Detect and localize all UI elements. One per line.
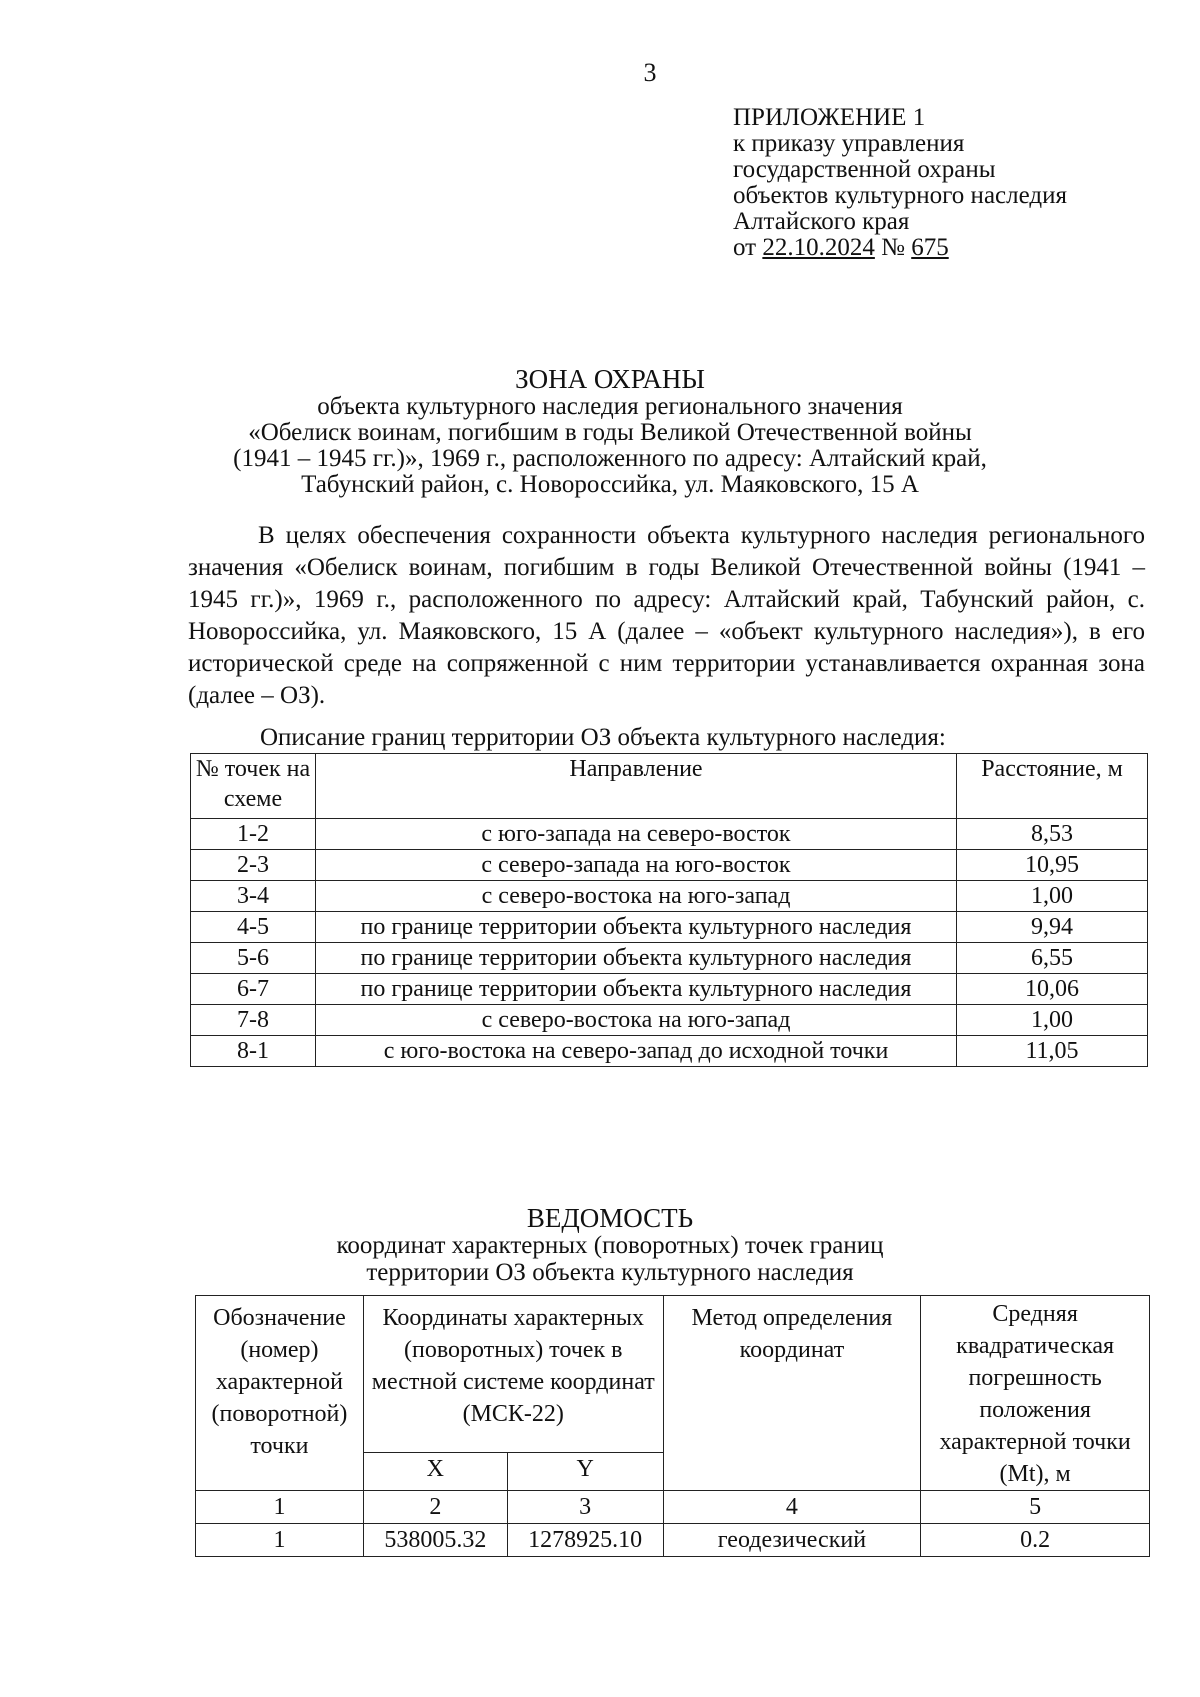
page-number: 3 — [643, 58, 657, 87]
statement-line: координат характерных (поворотных) точек границ — [336, 1232, 884, 1259]
statement-line: территории ОЗ объекта культурного наследия — [366, 1259, 854, 1286]
cell-points: 4-5 — [191, 912, 316, 943]
cell-method: геодезический — [663, 1524, 921, 1557]
cell-point-id: 1 — [196, 1524, 364, 1557]
heading-line: (1941 – 1945 гг.)», 1969 г., расположенного по адресу: Алтайский край, — [233, 445, 987, 472]
header-direction: Направление — [316, 754, 957, 819]
cell-direction: по границе территории объекта культурного наследия — [316, 912, 957, 943]
cell-distance: 11,05 — [957, 1036, 1148, 1067]
column-number: 3 — [507, 1491, 663, 1524]
cell-error: 0.2 — [921, 1524, 1150, 1557]
statement-title: ВЕДОМОСТЬ — [526, 1203, 694, 1233]
table-row — [191, 881, 1148, 912]
cell-points: 7-8 — [191, 1005, 316, 1036]
cell-x: 538005.32 — [363, 1524, 507, 1557]
cell-distance: 1,00 — [957, 1005, 1148, 1036]
heading-line: объекта культурного наследия регионального значения — [317, 393, 903, 420]
body-paragraph: В целях обеспечения сохранности объекта культурного наследия регионального значения «Обелиск воинам, погибшим в годы Великой Отечественной войны (1941 – 1945 гг.)», 1969 г., расположенного по адресу: Алтайский край, Табунский район, с. Новороссийка, ул. Маяковского, 15 А (далее – «объект культурного наследия»), в его исторической среде на сопряженной с ним территории устанавливается охранная зона (далее – ОЗ). — [188, 522, 1145, 709]
table-header-row — [191, 754, 1148, 819]
cell-distance: 6,55 — [957, 943, 1148, 974]
table-row — [191, 943, 1148, 974]
statement-heading — [180, 1205, 1040, 1286]
cell-direction: с юго-востока на северо-запад до исходной точки — [316, 1036, 957, 1067]
table-row — [191, 1005, 1148, 1036]
table-row — [191, 819, 1148, 850]
header-method: Метод определения координат — [663, 1296, 921, 1491]
cell-distance: 1,00 — [957, 881, 1148, 912]
appendix-date-line — [733, 235, 1067, 261]
cell-points: 6-7 — [191, 974, 316, 1005]
table-row — [191, 974, 1148, 1005]
appendix-line: Алтайского края — [733, 208, 910, 235]
header-y: Y — [507, 1452, 663, 1490]
header-distance: Расстояние, м — [957, 754, 1148, 819]
order-date: 22.10.2024 — [762, 234, 875, 261]
table-row — [191, 850, 1148, 881]
cell-direction: с северо-запада на юго-восток — [316, 850, 957, 881]
cell-direction: по границе территории объекта культурного наследия — [316, 943, 957, 974]
cell-direction: по границе территории объекта культурного наследия — [316, 974, 957, 1005]
body-text — [188, 520, 1145, 712]
column-number: 2 — [363, 1491, 507, 1524]
cell-distance: 9,94 — [957, 912, 1148, 943]
header-designation: Обозначение (номер) характерной (поворотной) точки — [196, 1296, 364, 1491]
cell-points: 8-1 — [191, 1036, 316, 1067]
column-number-row — [196, 1491, 1150, 1524]
document-heading — [180, 366, 1040, 498]
number-prefix: № — [881, 234, 905, 261]
appendix-line: объектов культурного наследия — [733, 182, 1067, 209]
date-prefix: от — [733, 234, 757, 261]
table-row — [196, 1524, 1150, 1557]
table1-caption: Описание границ территории ОЗ объекта культурного наследия: — [260, 724, 946, 751]
cell-distance: 10,95 — [957, 850, 1148, 881]
order-number: 675 — [911, 234, 949, 261]
cell-distance: 10,06 — [957, 974, 1148, 1005]
cell-distance: 8,53 — [957, 819, 1148, 850]
header-points: № точек на схеме — [191, 754, 316, 819]
heading-line: Табунский район, с. Новороссийка, ул. Маяковского, 15 А — [301, 471, 919, 498]
table-header-row — [196, 1296, 1150, 1453]
heading-line: «Обелиск воинам, погибшим в годы Великой Отечественной войны — [248, 419, 972, 446]
appendix-line: к приказу управления — [733, 130, 965, 157]
table-row — [191, 1036, 1148, 1067]
cell-points: 1-2 — [191, 819, 316, 850]
cell-y: 1278925.10 — [507, 1524, 663, 1557]
cell-points: 3-4 — [191, 881, 316, 912]
boundary-description-table — [190, 753, 1148, 1067]
heading-title: ЗОНА ОХРАНЫ — [515, 364, 705, 394]
header-coordinates: Координаты характерных (поворотных) точек в местной системе координат (МСК-22) — [363, 1296, 663, 1453]
cell-direction: с северо-востока на юго-запад — [316, 881, 957, 912]
appendix-block — [733, 105, 1067, 261]
cell-direction: с юго-запада на северо-восток — [316, 819, 957, 850]
appendix-line: государственной охраны — [733, 156, 996, 183]
header-error: Средняя квадратическая погрешность положения характерной точки (Mt), м — [921, 1296, 1150, 1491]
header-x: X — [363, 1452, 507, 1490]
column-number: 1 — [196, 1491, 364, 1524]
cell-points: 2-3 — [191, 850, 316, 881]
coordinates-table — [195, 1295, 1150, 1557]
appendix-title: ПРИЛОЖЕНИЕ 1 — [733, 104, 926, 131]
cell-points: 5-6 — [191, 943, 316, 974]
cell-direction: с северо-востока на юго-запад — [316, 1005, 957, 1036]
column-number: 5 — [921, 1491, 1150, 1524]
table-row — [191, 912, 1148, 943]
column-number: 4 — [663, 1491, 921, 1524]
